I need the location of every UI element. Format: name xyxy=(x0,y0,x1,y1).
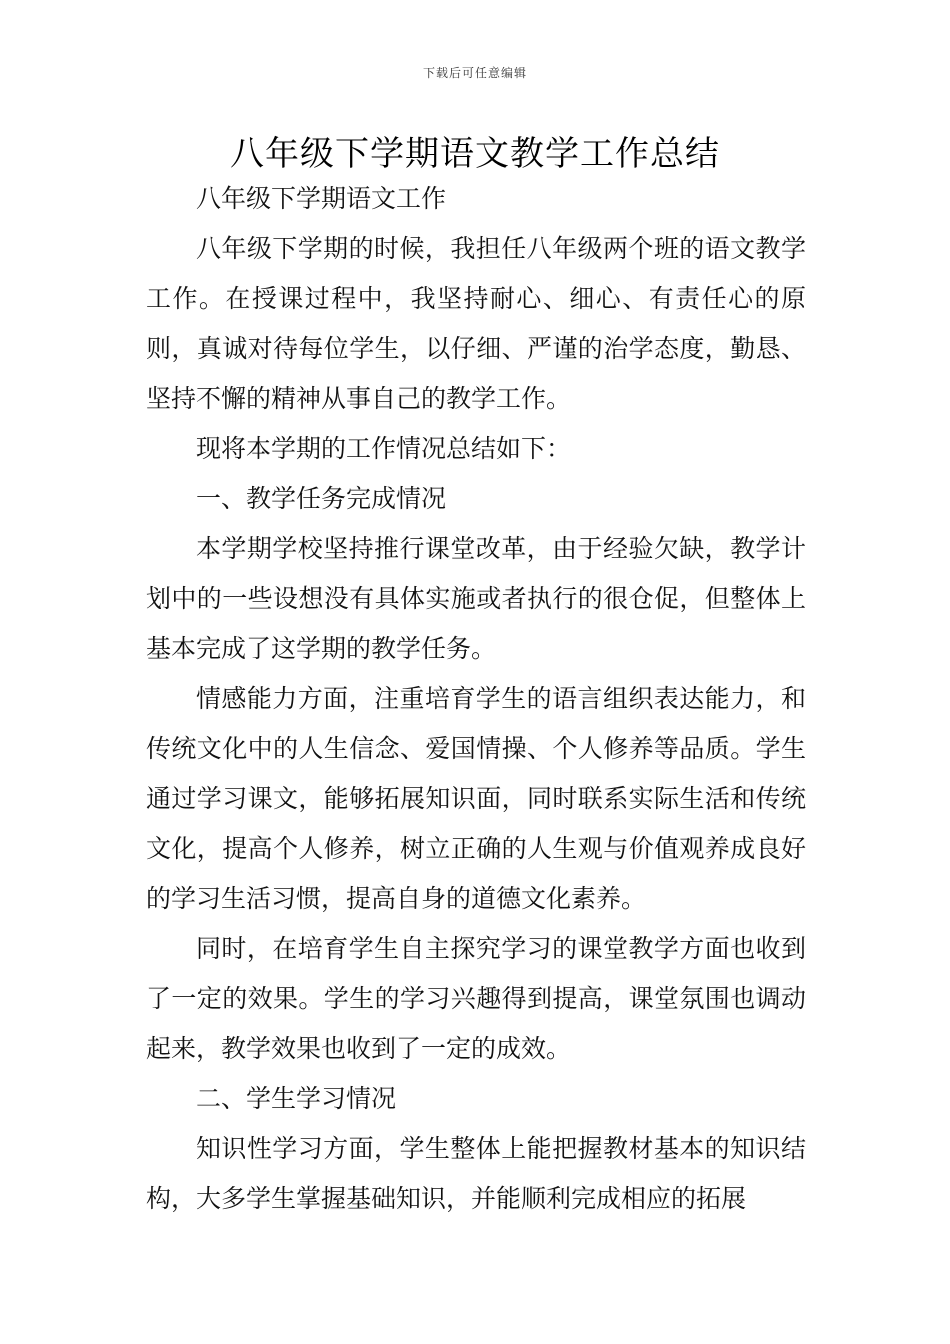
document-title: 八年级下学期语文教学工作总结 xyxy=(230,134,720,174)
paragraph-subtitle: 八年级下学期语文工作 xyxy=(196,184,447,213)
document-body xyxy=(146,174,806,1224)
paragraph-teaching-tasks: 本学期学校坚持推行课堂改革，由于经验欠缺，教学计划中的一些设想没有具体实施或者执行的很仓促，但整体上基本完成了这学期的教学任务。 xyxy=(146,534,806,663)
section-heading-teaching-tasks: 一、教学任务完成情况 xyxy=(196,484,447,513)
paragraph-intro: 八年级下学期的时候，我担任八年级两个班的语文教学工作。在授课过程中，我坚持耐心、细心、有责任心的原则，真诚对待每位学生，以仔细、严谨的治学态度，勤恳、坚持不懈的精神从事自己的教学工作。 xyxy=(146,234,806,413)
paragraph-summary-lead: 现将本学期的工作情况总结如下： xyxy=(196,434,572,463)
section-heading-student-learning: 二、学生学习情况 xyxy=(196,1084,397,1113)
paragraph-knowledge-learning: 知识性学习方面，学生整体上能把握教材基本的知识结构，大多学生掌握基础知识，并能顺利完成相应的拓展 xyxy=(146,1134,806,1213)
paragraph-emotional-ability: 情感能力方面，注重培育学生的语言组织表达能力，和传统文化中的人生信念、爱国情操、个人修养等品质。学生通过学习课文，能够拓展知识面，同时联系实际生活和传统文化，提高个人修养，树立正确的人生观与价值观养成良好的学习生活习惯，提高自身的道德文化素养。 xyxy=(146,684,806,913)
paragraph-inquiry-learning: 同时，在培育学生自主探究学习的课堂教学方面也收到了一定的效果。学生的学习兴趣得到提高，课堂氛围也调动起来，教学效果也收到了一定的成效。 xyxy=(146,934,806,1063)
page-header-note: 下载后可任意编辑 xyxy=(422,66,527,80)
